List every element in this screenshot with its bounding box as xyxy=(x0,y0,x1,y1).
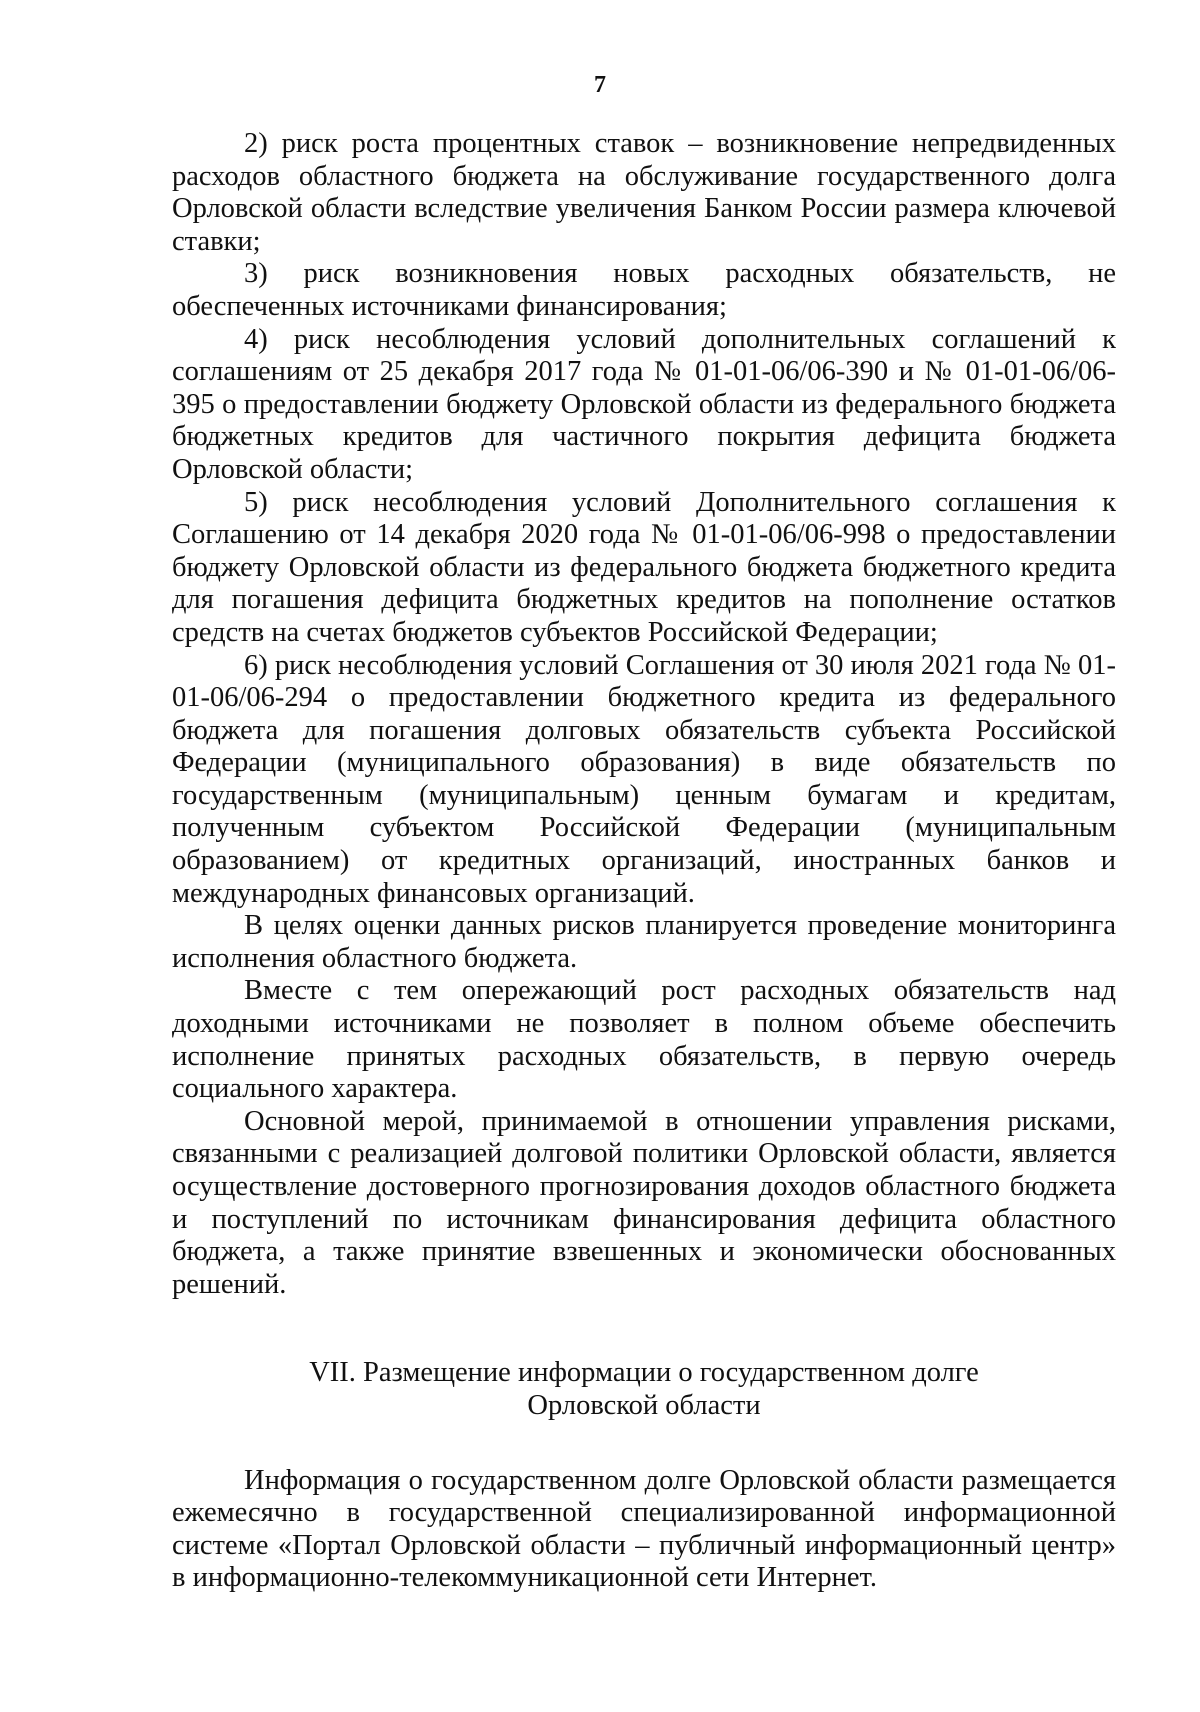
paragraph-risk-agreements-2017: 4) риск несоблюдения условий дополнительных соглашений к соглашениям от 25 декабря 2017 года № 01-01-06/06-390 и № 01-01-06/06-395 о предоставлении бюджету Орловской области из федерального бюджета бюджетных кредитов для частичного покрытия дефицита бюджета Орловской области; xyxy=(172,323,1116,485)
section-heading-line1: VII. Размещение информации о государственном долге xyxy=(309,1357,979,1389)
paragraph-risk-new-obligations: 3) риск возникновения новых расходных обязательств, не обеспеченных источниками финансирования; xyxy=(172,258,1116,322)
paragraph-expenditure-growth: Вместе с тем опережающий рост расходных обязательств над доходными источниками не позволяет в полном объеме обеспечить исполнение принятых расходных обязательств, в первую очередь социального характера. xyxy=(172,975,1116,1105)
paragraph-risk-agreement-2020: 5) риск несоблюдения условий Дополнительного соглашения к Соглашению от 14 декабря 2020 года № 01-01-06/06-998 о предоставлении бюджету Орловской области из федерального бюджета бюджетного кредита для погашения дефицита бюджетных кредитов на пополнение остатков средств на счетах бюджетов субъектов Российской Федерации; xyxy=(172,486,1116,648)
paragraph-risk-interest-rates: 2) риск роста процентных ставок – возникновение непредвиденных расходов областного бюджета на обслуживание государственного долга Орловской области вследствие увеличения Банком России размера ключевой ставки; xyxy=(172,128,1116,257)
paragraph-info-placement: Информация о государственном долге Орловской области размещается ежемесячно в государственной специализированной информационной системе «Портал Орловской области – публичный информационный центр» в информационно-телекоммуникационной сети Интернет. xyxy=(172,1464,1116,1594)
document-body xyxy=(172,128,1116,1595)
paragraph-risk-agreement-2021: 6) риск несоблюдения условий Соглашения от 30 июля 2021 года № 01-01-06/06-294 о предоставлении бюджетного кредита из федерального бюджета для погашения долговых обязательств субъекта Российской Федерации (муниципального образования) в виде обязательств по государственным (муниципальным) ценным бумагам и кредитам, полученным субъектом Российской Федерации (муниципальным образованием) от кредитных организаций, иностранных банков и международных финансовых организаций. xyxy=(172,649,1116,909)
section-heading xyxy=(172,1357,1116,1422)
paragraph-risk-management: Основной мерой, принимаемой в отношении управления рисками, связанными с реализацией долговой политики Орловской области, является осуществление достоверного прогнозирования доходов областного бюджета и поступлений по источникам финансирования дефицита областного бюджета, а также принятие взвешенных и экономически обоснованных решений. xyxy=(172,1105,1116,1300)
page-number: 7 xyxy=(594,72,606,98)
section-heading-line2: Орловской области xyxy=(527,1389,761,1421)
paragraph-monitoring: В целях оценки данных рисков планируется проведение мониторинга исполнения областного бюджета. xyxy=(172,910,1116,974)
